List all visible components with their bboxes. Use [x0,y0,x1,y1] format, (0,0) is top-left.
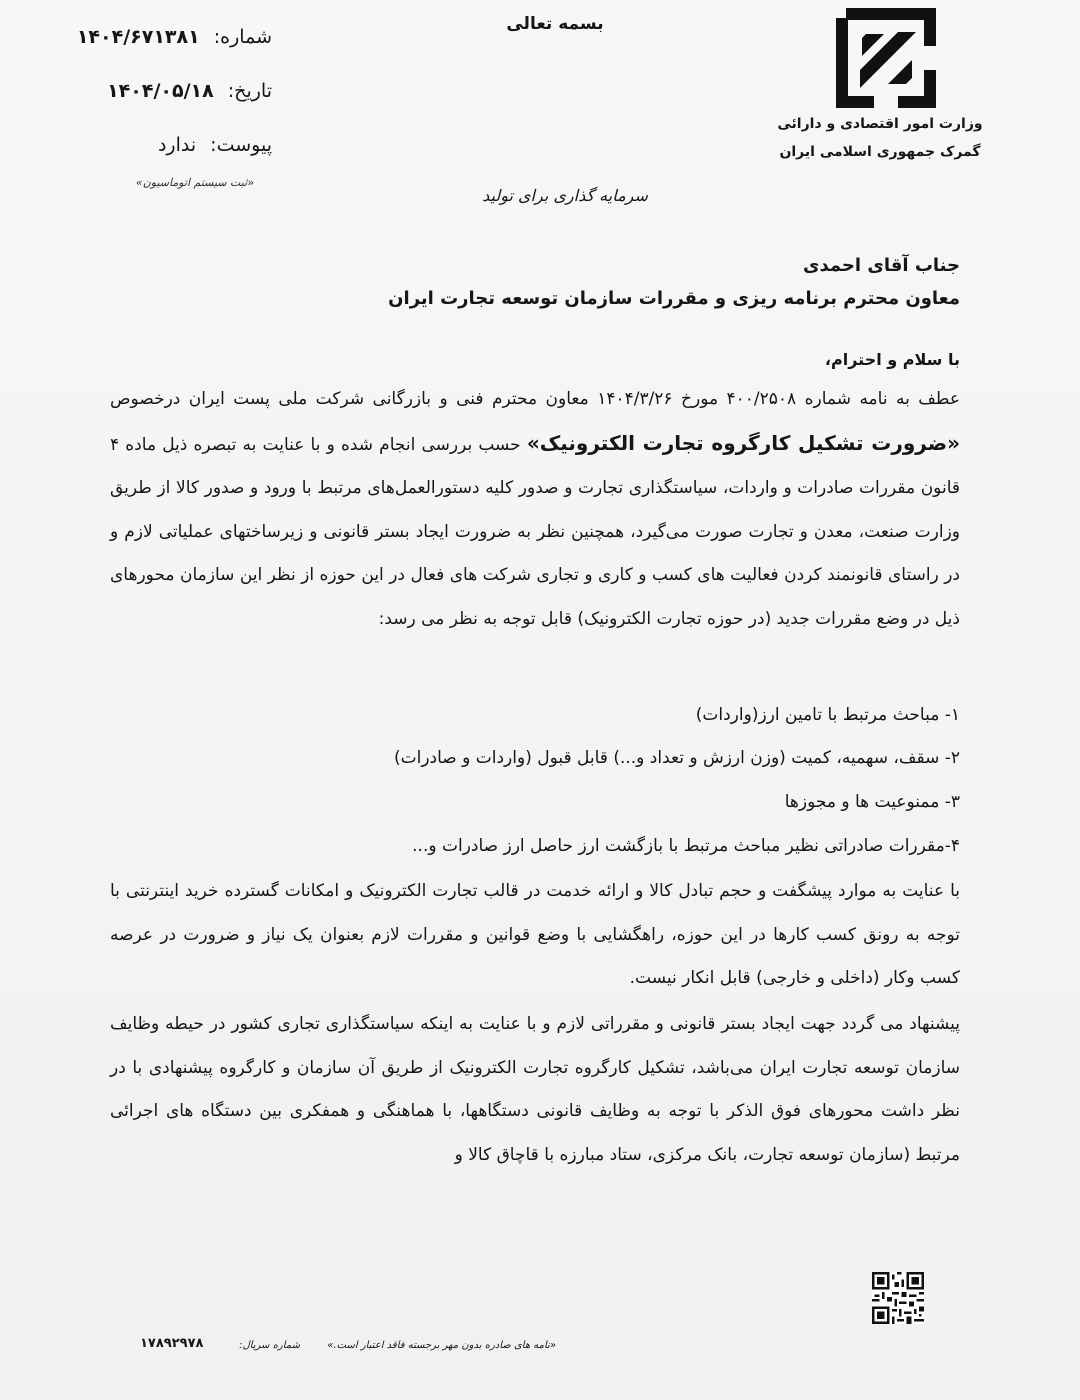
slogan: سرمایه گذاری برای تولید [482,186,648,205]
letter-number [77,26,272,48]
date-label: تاریخ: [227,80,272,102]
number-value: ۱۴۰۴/۶۷۱۳۸۱ [76,26,200,48]
letter-date [107,80,272,102]
para2-text: با عنایت به موارد پیشگفت و حجم تبادل کالا و ارائه خدمت در قالب تجارت الکترونیک و امکانات گسترده خرید اینترنتی با توجه به رونق کسب کارها در این حوزه، راهگشایی با وضع قوانین و مقررات لازم بعنوان یک نیاز و ضرورت در عرصه کسب وکار (داخلی و خارجی) قابل انکار نیست. [110,881,960,988]
serial-value: ۱۷۸۹۲۹۷۸ [140,1336,204,1351]
attachment-value: ندارد [157,134,197,156]
para1-highlight: «ضرورت تشکیل کارگروه تجارت الکترونیک» [526,430,960,455]
list-item-4: ۴-مقررات صادراتی نظیر مباحث مرتبط با بازگشت ارز حاصل ارز صادرات و... [412,836,960,856]
org-name-customs: گمرک جمهوری اسلامی ایران [779,144,981,160]
date-value: ۱۴۰۴/۰۵/۱۸ [107,80,214,102]
para1-after: حسب بررسی انجام شده و با عنایت به تبصره ذیل ماده ۴ قانون مقررات صادرات و واردات، سیاستگذاری تجارت و صدور کلیه دستورالعمل‌های مرتبط با ورود و صدور کالا از طریق وزارت صنعت، معدن و تجارت صورت می‌گیرد، همچنین نظر به ضرورت ایجاد بستر قانونی و زیرساختهای عملیاتی لازم و در راستای قانونمند کردن فعالیت های کسب و کاری و تجاری شرکت های فعال در این حوزه از نظر این سازمان محورهای ذیل در وضع مقررات جدید (در حوزه تجارت الکترونیک) قابل توجه به نظر می رسد: [110,434,960,629]
serial-label: شماره سریال: [239,1340,300,1351]
org-name-ministry: وزارت امور اقتصادی و دارائی [777,116,983,132]
number-label: شماره: [213,26,272,48]
para1-before: عطف به نامه شماره ۴۰۰/۲۵۰۸ مورخ ۱۴۰۴/۳/۲۶ معاون محترم فنی و بازرگانی شرکت ملی پست ایران درخصوص [110,389,960,409]
greeting: با سلام و احترام، [824,350,960,369]
list-item-1: ۱- مباحث مرتبط با تامین ارز(واردات) [695,705,960,725]
list-item-3: ۳- ممنوعیت ها و مجوزها [784,792,960,812]
addressee-title: معاون محترم برنامه ریزی و مقررات سازمان توسعه تجارت ایران [388,288,960,309]
attachment-label: پیوست: [210,134,272,156]
para3-text: پیشنهاد می گردد جهت ایجاد بستر قانونی و مقرراتی لازم و با عنایت به اینکه سیاستگذاری تجاری کشور در حیطه وظایف سازمان توسعه تجارت ایران می‌باشد، تشکیل کارگروه تجارت الکترونیک از طریق آن سازمان و کارگروه پیشنهادی با در نظر داشت محورهای فوق الذکر با توجه به وظایف قانونی دستگاهها، با هماهنگی و همفکری بین دستگاه های اجرائی مرتبط (سازمان توسعه تجارت، بانک مرکزی، ستاد مبارزه با قاچاق کالا و [110,1014,960,1165]
addressee-name: جناب آقای احمدی [802,255,960,276]
qr-code [872,1272,924,1324]
basmala: بسمه تعالی [506,14,604,34]
list-item-2: ۲- سقف، سهمیه، کمیت (وزن ارزش و تعداد و...) قابل قبول (واردات و صادرات) [393,748,960,768]
paragraph-2 [110,870,960,1001]
letter-attachment [158,134,272,156]
validity-note: «نامه های صادره بدون مهر برجسته فاقد اعتبار است.» [327,1340,556,1351]
paragraph-1 [110,378,960,641]
automation-note: «ثبت سیستم اتوماسیون» [135,176,254,189]
paragraph-3 [110,1003,960,1177]
